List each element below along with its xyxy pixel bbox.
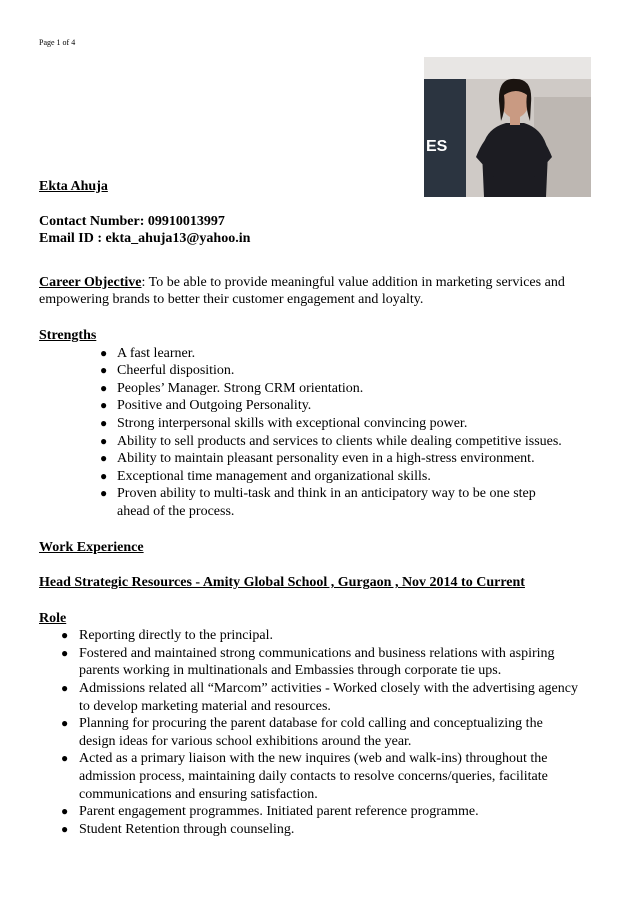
- list-item: ● A fast learner.: [100, 345, 196, 361]
- page-number: Page 1 of 4: [39, 38, 76, 47]
- career-objective-text: To be able to provide meaningful value addition in marketing services and empowering brands to better their customer engagement and loyalty.: [39, 274, 565, 308]
- strengths-list: [39, 345, 599, 521]
- bullet-icon: ●: [100, 451, 108, 466]
- bullet-icon: ●: [100, 363, 108, 378]
- bullet-icon: ●: [61, 821, 69, 836]
- bullet-icon: ●: [61, 804, 69, 819]
- profile-photo-illustration: [424, 57, 591, 197]
- list-item: ● Reporting directly to the principal.: [61, 628, 274, 644]
- strengths-heading: Strengths: [39, 327, 97, 343]
- role-heading: Role: [39, 610, 67, 626]
- bullet-icon: ●: [100, 380, 108, 395]
- list-item: ● Ability to maintain pleasant personality even in a high-stress environment.: [100, 451, 535, 467]
- list-item: ● Exceptional time management and organizational skills.: [100, 468, 431, 484]
- list-item: ● Parent engagement programmes. Initiated parent reference programme.: [61, 804, 479, 820]
- resume-body: [39, 178, 599, 838]
- list-item: ● Admissions related all “Marcom” activities - Worked closely with the advertising agency to develop marketing material and resources.: [61, 681, 578, 714]
- list-item: ● Planning for procuring the parent database for cold calling and conceptualizing the design ideas for various school exhibitions around the year.: [61, 716, 543, 749]
- contact-number: Contact Number: 09910013997: [39, 213, 225, 229]
- career-objective-separator: :: [141, 274, 146, 290]
- list-item: ● Acted as a primary liaison with the new inquires (web and walk-ins) throughout the admission process, maintaining daily contacts to resolve concerns/queries, facilitate communications and ensuring satisfaction.: [61, 751, 548, 802]
- bullet-icon: ●: [100, 415, 108, 430]
- list-item: ● Student Retention through counseling.: [61, 821, 295, 837]
- bullet-icon: ●: [100, 468, 108, 483]
- bullet-icon: ●: [61, 681, 69, 696]
- list-item: ● Ability to sell products and services to clients while dealing competitive issues.: [100, 433, 562, 449]
- list-item: ● Positive and Outgoing Personality.: [100, 398, 312, 414]
- work-experience-heading: Work Experience: [39, 539, 144, 555]
- profile-photo: [424, 57, 591, 197]
- bullet-icon: ●: [100, 433, 108, 448]
- bullet-icon: ●: [61, 628, 69, 643]
- candidate-name: Ekta Ahuja: [39, 179, 108, 194]
- position-title: Head Strategic Resources - Amity Global School , Gurgaon , Nov 2014 to Current: [39, 575, 525, 591]
- email-address: Email ID : ekta_ahuja13@yahoo.in: [39, 231, 251, 247]
- list-item: ● Peoples’ Manager. Strong CRM orientation.: [100, 380, 364, 396]
- list-item: ● Strong interpersonal skills with exceptional convincing power.: [100, 415, 468, 431]
- banner-letters: ES: [426, 138, 448, 155]
- career-objective: [39, 274, 599, 309]
- bullet-icon: ●: [61, 645, 69, 660]
- career-objective-heading: Career Objective: [39, 274, 142, 290]
- role-list: [39, 627, 599, 838]
- bullet-icon: ●: [61, 716, 69, 731]
- bullet-icon: ●: [100, 345, 108, 360]
- list-item: ● Proven ability to multi-task and think in an anticipatory way to be one step ahead of the process.: [100, 486, 536, 519]
- bullet-icon: ●: [100, 486, 108, 501]
- list-item: ● Fostered and maintained strong communications and business relations with aspiring parents working in multinationals and Embassies through corporate tie ups.: [61, 645, 555, 679]
- bullet-icon: ●: [100, 398, 108, 413]
- bullet-icon: ●: [61, 751, 69, 766]
- list-item: ● Cheerful disposition.: [100, 363, 235, 379]
